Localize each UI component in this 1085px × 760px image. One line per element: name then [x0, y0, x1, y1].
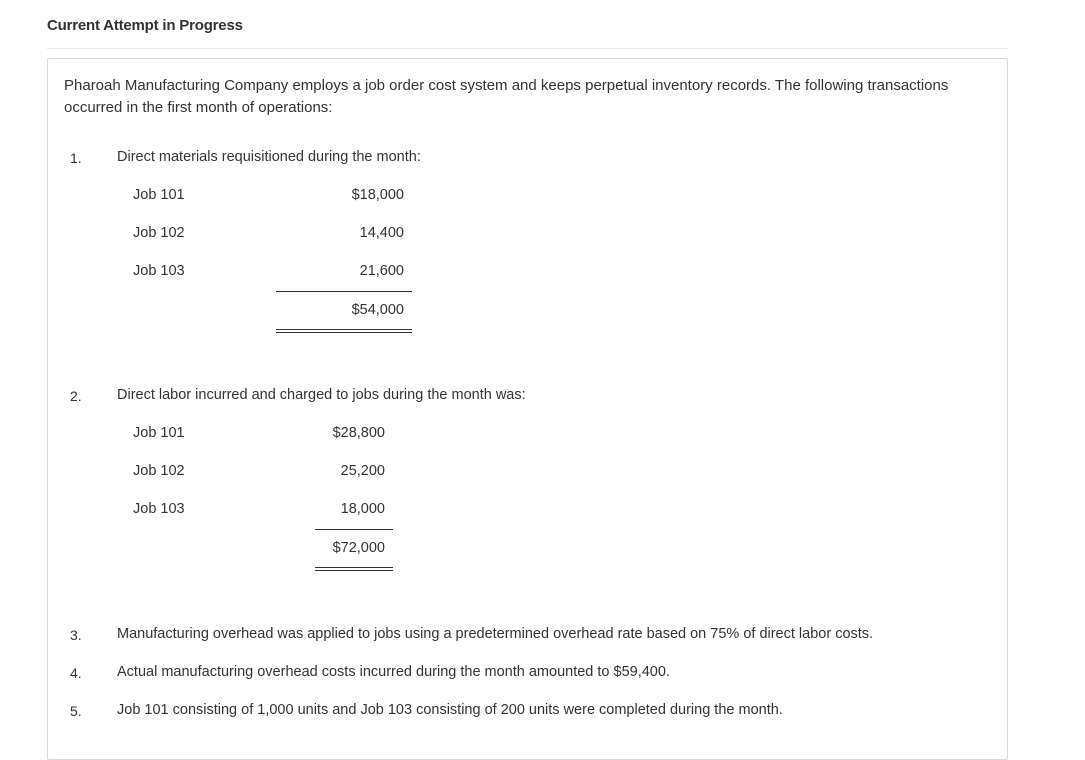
amount-value: 14,400	[359, 225, 404, 241]
question-panel	[47, 58, 1008, 760]
item-number: 4.	[70, 665, 82, 681]
subtotal-rule	[315, 529, 393, 530]
item-text: Job 101 consisting of 1,000 units and Job 103 consisting of 200 units were completed during the month.	[117, 702, 783, 718]
job-label: Job 101	[133, 425, 185, 441]
amount-value: 21,600	[359, 263, 404, 279]
header-divider	[47, 48, 1008, 49]
item-number: 5.	[70, 703, 82, 719]
item-text: Direct materials requisitioned during the month:	[117, 149, 421, 165]
amount-value: 18,000	[340, 501, 385, 517]
item-text: Direct labor incurred and charged to jobs during the month was:	[117, 387, 526, 403]
job-label: Job 102	[133, 225, 185, 241]
item-number: 2.	[70, 388, 82, 404]
total-value: $54,000	[351, 302, 404, 318]
item-number: 1.	[70, 150, 82, 166]
job-label: Job 102	[133, 463, 185, 479]
total-double-rule	[315, 567, 393, 571]
job-label: Job 103	[133, 263, 185, 279]
total-double-rule	[276, 329, 412, 333]
item-text: Actual manufacturing overhead costs incurred during the month amounted to $59,400.	[117, 664, 670, 680]
item-text: Manufacturing overhead was applied to jobs using a predetermined overhead rate based on 75% of direct labor costs.	[117, 626, 874, 642]
total-value: $72,000	[332, 540, 385, 556]
job-label: Job 103	[133, 501, 185, 517]
page-title: Current Attempt in Progress	[47, 17, 243, 34]
subtotal-rule	[276, 291, 412, 292]
amount-value: $18,000	[351, 187, 404, 203]
amount-value: $28,800	[332, 425, 385, 441]
job-label: Job 101	[133, 187, 185, 203]
item-number: 3.	[70, 627, 82, 643]
amount-value: 25,200	[340, 463, 385, 479]
question-intro: Pharoah Manufacturing Company employs a job order cost system and keeps perpetual inventory records. The following transactions occurred in the first month of operations:	[64, 77, 949, 116]
